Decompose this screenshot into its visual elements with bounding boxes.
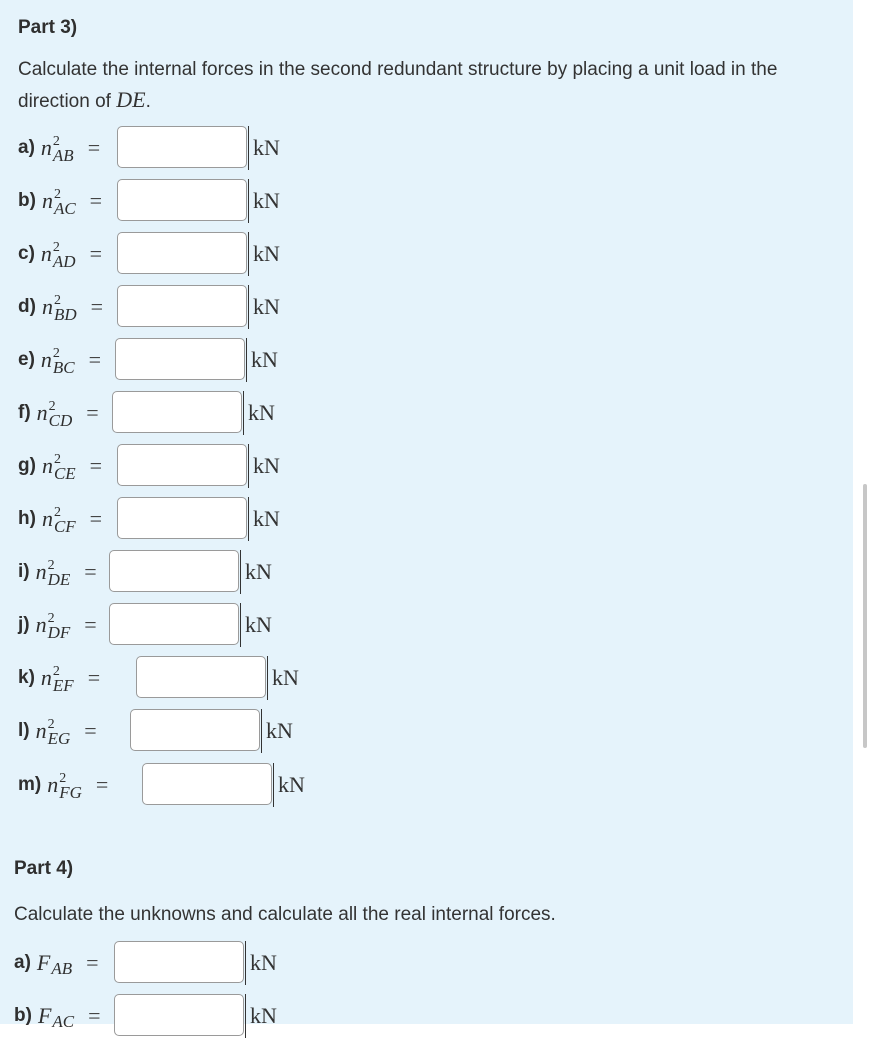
part3-row-e: [0, 338, 853, 382]
unit-label: kN: [248, 179, 280, 223]
part3-row-d: [0, 285, 853, 329]
unit-label: kN: [248, 126, 280, 170]
part3-row-l: [0, 709, 853, 753]
part3-row-m: [0, 763, 853, 807]
answer-label: a) F AB =: [14, 950, 99, 978]
part3-instruction-text: Calculate the internal forces in the second redundant structure by placing a unit load in the direction of: [18, 59, 778, 112]
answer-input-FAB[interactable]: [114, 941, 244, 983]
unit-label: kN: [246, 338, 278, 382]
part3-row-f: [0, 391, 853, 435]
answer-label: i) n 2 DE =: [18, 557, 97, 589]
answer-label: b) F AC =: [14, 1003, 101, 1031]
answer-input-nCE[interactable]: [117, 444, 247, 486]
answer-label: m) n 2 FG =: [18, 770, 109, 802]
answer-input-nFG[interactable]: [142, 763, 272, 805]
answer-label: d) n 2 BD =: [18, 292, 104, 324]
part3-row-j: [0, 603, 853, 647]
part3-row-g: [0, 444, 853, 488]
unit-label: kN: [248, 232, 280, 276]
unit-label: kN: [240, 550, 272, 594]
answer-input-nAD[interactable]: [117, 232, 247, 274]
answer-input-FAC[interactable]: [114, 994, 244, 1036]
answer-label: b) n 2 AC =: [18, 186, 103, 218]
unit-label: kN: [267, 656, 299, 700]
answer-label: c) n 2 AD =: [18, 239, 102, 271]
answer-input-nDE[interactable]: [109, 550, 239, 592]
unit-label: kN: [261, 709, 293, 753]
answer-label: h) n 2 CF =: [18, 504, 103, 536]
part4-row-a: [0, 941, 853, 985]
answer-label: g) n 2 CE =: [18, 451, 103, 483]
answer-input-nDF[interactable]: [109, 603, 239, 645]
answer-label: j) n 2 DF =: [18, 610, 97, 642]
part3-row-h: [0, 497, 853, 541]
answer-input-nAC[interactable]: [117, 179, 247, 221]
part4-row-b: [0, 994, 853, 1038]
unit-label: kN: [248, 285, 280, 329]
answer-input-nCF[interactable]: [117, 497, 247, 539]
part3-row-k: [0, 656, 853, 700]
part3-instruction: [18, 55, 818, 117]
answer-label: f) n 2 CD =: [18, 398, 99, 430]
part3-instruction-suffix: .: [145, 91, 151, 112]
answer-input-nEG[interactable]: [130, 709, 260, 751]
part3-row-a: [0, 126, 853, 170]
answer-input-nEF[interactable]: [136, 656, 266, 698]
answer-label: l) n 2 EG =: [18, 716, 97, 748]
part4-title: Part 4): [14, 858, 74, 879]
unit-label: kN: [243, 391, 275, 435]
answer-input-nCD[interactable]: [112, 391, 242, 433]
unit-label: kN: [248, 444, 280, 488]
answer-label: e) n 2 BC =: [18, 345, 102, 377]
part4-instruction: Calculate the unknowns and calculate all the real internal forces.: [14, 904, 556, 925]
answer-input-nBC[interactable]: [115, 338, 245, 380]
unit-label: kN: [273, 763, 305, 807]
unit-label: kN: [248, 497, 280, 541]
part3-row-i: [0, 550, 853, 594]
part3-row-b: [0, 179, 853, 223]
answer-label: k) n 2 EF =: [18, 663, 101, 695]
unit-label: kN: [245, 994, 277, 1038]
part3-title: Part 3): [18, 17, 78, 38]
unit-label: kN: [245, 941, 277, 985]
unit-label: kN: [240, 603, 272, 647]
answer-input-nAB[interactable]: [117, 126, 247, 168]
vertical-scrollbar[interactable]: [863, 484, 867, 748]
answer-label: a) n 2 AB =: [18, 133, 101, 165]
part3-instruction-var: DE: [116, 87, 146, 112]
answer-input-nBD[interactable]: [117, 285, 247, 327]
part3-row-c: [0, 232, 853, 276]
